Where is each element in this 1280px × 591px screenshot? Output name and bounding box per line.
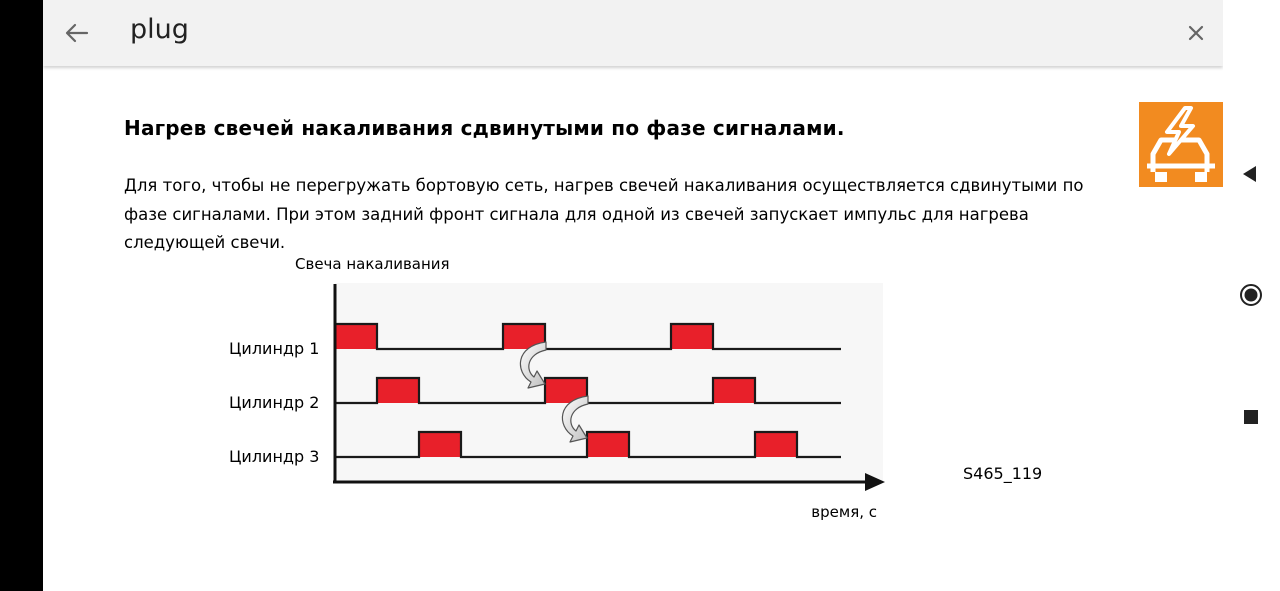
- arrow-left-icon[interactable]: [61, 17, 93, 49]
- square-recent-icon[interactable]: [1242, 408, 1260, 426]
- pulse-row3-1: [419, 432, 461, 457]
- search-input[interactable]: plug: [130, 14, 189, 45]
- close-icon[interactable]: [1181, 18, 1211, 48]
- glow-plug-timing-diagram: [215, 250, 895, 530]
- left-black-bar: [0, 0, 43, 591]
- page-heading: Нагрев свечей накаливания сдвинутыми по фазе сигналами.: [124, 116, 845, 140]
- pulse-row3-3: [755, 432, 797, 457]
- pulse-row3-2: [587, 432, 629, 457]
- circle-home-icon[interactable]: [1239, 283, 1263, 307]
- pulse-row2-1: [377, 378, 419, 403]
- pulse-row2-3: [713, 378, 755, 403]
- row-label-cylinder-3: Цилиндр 3: [229, 447, 320, 466]
- body-paragraph: Для того, чтобы не перегружать бортовую сеть, нагрев свечей накаливания осуществляется сдвинутыми по фазе сигналами. При этом задний фронт сигнала для одной из свечей запускает импульс для нагрева следующей свечи.: [124, 176, 1084, 252]
- row-label-cylinder-2: Цилиндр 2: [229, 393, 320, 412]
- triangle-back-icon[interactable]: [1239, 163, 1261, 185]
- pulse-row1-1: [335, 324, 377, 349]
- search-bar: [43, 0, 1223, 66]
- diagram-title: Свеча накаливания: [295, 255, 450, 273]
- x-axis-label: время, с: [811, 503, 877, 521]
- figure-code: S465_119: [963, 464, 1043, 483]
- electrical-warning-icon: [1139, 102, 1223, 187]
- pulse-row1-3: [671, 324, 713, 349]
- row-label-cylinder-1: Цилиндр 1: [229, 339, 320, 358]
